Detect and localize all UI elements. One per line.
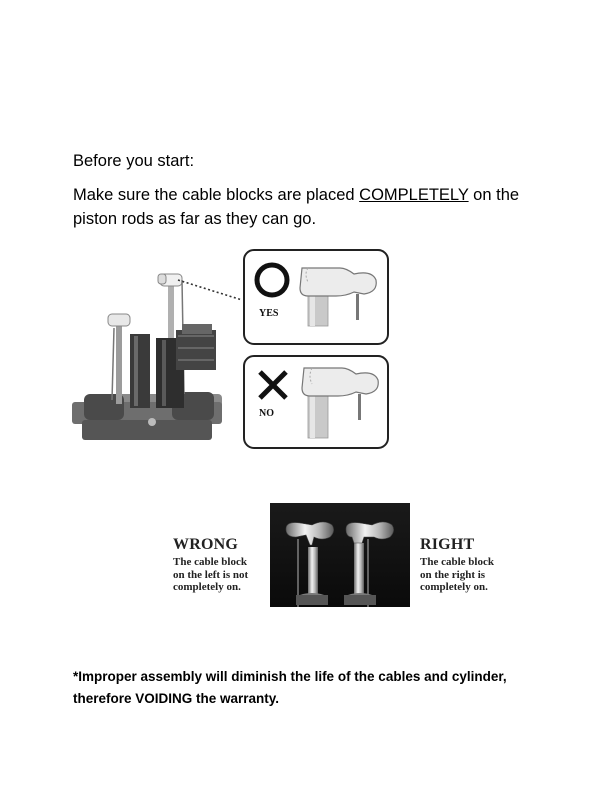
intro-instruction	[73, 183, 553, 231]
no-callout	[244, 356, 388, 448]
intro-heading: Before you start:	[73, 152, 195, 170]
wrong-description: The cable block on the left is not completely on.	[173, 556, 249, 593]
no-label: NO	[259, 408, 274, 419]
cable-block-diagram	[72, 244, 396, 456]
right-title: RIGHT	[420, 536, 475, 553]
right-caption	[420, 536, 508, 594]
instruction-text-start: Make sure the cable blocks are placed	[73, 186, 360, 204]
wrong-caption	[173, 536, 259, 594]
warranty-warning: *Improper assembly will diminish the life of the cables and cylinder, therefore VOIDING the warranty.	[73, 669, 507, 706]
yes-callout	[244, 250, 388, 344]
instruction-text-end: on the piston rods as far as they can go.	[73, 186, 520, 228]
cylinder-assembly-illustration	[72, 274, 242, 440]
cable-block-photo	[270, 503, 410, 607]
right-description: The cable block on the right is completely on.	[420, 556, 494, 593]
instruction-emphasis: COMPLETELY	[359, 186, 469, 204]
yes-label: YES	[259, 308, 279, 319]
wrong-title: WRONG	[173, 536, 238, 553]
